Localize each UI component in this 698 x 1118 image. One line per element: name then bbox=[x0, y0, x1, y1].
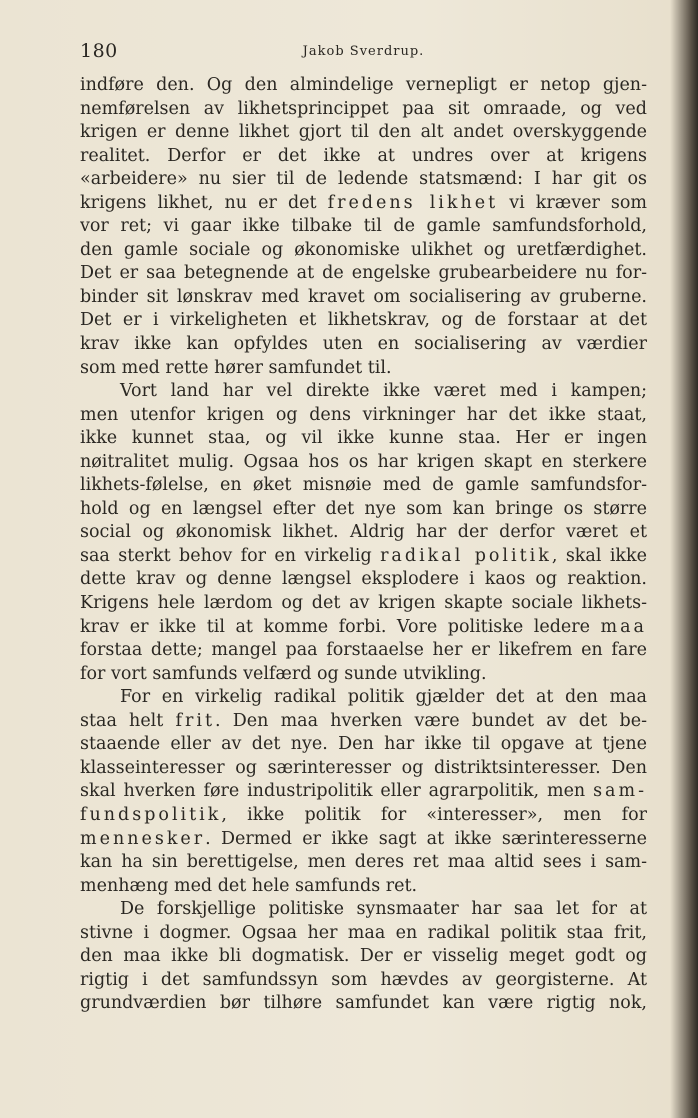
text-line bbox=[80, 215, 647, 239]
text-segment: for vort samfunds velfærd og sunde utvikling. bbox=[80, 663, 487, 684]
text-line bbox=[80, 969, 647, 993]
spaced-emphasis: mennesker bbox=[80, 828, 206, 849]
text-segment: krav ikke kan opfyldes uten en socialisering av værdier bbox=[80, 334, 647, 355]
body-text bbox=[80, 74, 647, 1016]
spaced-emphasis: fredens likhet bbox=[327, 192, 499, 213]
spaced-emphasis: maa bbox=[600, 616, 647, 637]
text-segment: hold og en længsel efter det nye som kan bringe os større bbox=[80, 498, 647, 519]
text-line bbox=[80, 828, 647, 852]
text-segment: De forskjellige politiske synsmaater har saa let for at bbox=[120, 899, 647, 920]
text-line bbox=[80, 568, 647, 592]
text-segment: krav er ikke til at komme forbi. Vore politiske ledere bbox=[80, 616, 601, 637]
page-number: 180 bbox=[80, 40, 118, 62]
text-line bbox=[80, 521, 647, 545]
text-segment: skal hverken føre industripolitik eller agrarpolitik, men bbox=[80, 781, 594, 802]
text-line bbox=[80, 262, 647, 286]
text-line bbox=[80, 804, 647, 828]
text-segment: saa sterkt behov for en virkelig bbox=[80, 545, 381, 566]
text-line bbox=[80, 145, 647, 169]
text-line bbox=[80, 98, 647, 122]
text-line bbox=[80, 474, 647, 498]
text-line bbox=[80, 545, 647, 569]
text-line bbox=[80, 121, 647, 145]
text-line bbox=[80, 733, 647, 757]
text-line bbox=[80, 451, 647, 475]
text-segment: menhæng med det hele samfunds ret. bbox=[80, 875, 418, 896]
text-segment: staa helt bbox=[80, 710, 176, 731]
text-segment: «arbeidere» nu sier til de ledende statsmænd: I har git os bbox=[80, 169, 647, 190]
text-segment: likhets-følelse, en øket misnøie med de gamle samfundsfor- bbox=[80, 475, 647, 496]
text-line bbox=[80, 192, 647, 216]
page-header bbox=[80, 40, 647, 64]
text-segment: , skal ikke bbox=[551, 545, 647, 566]
text-segment: , ikke politik for «interesser», men for bbox=[221, 804, 647, 825]
text-line bbox=[80, 851, 647, 875]
text-segment: ikke kunnet staa, og vil ikke kunne staa. Her er ingen bbox=[80, 428, 647, 449]
text-segment: realitet. Derfor er det ikke at undres over at krigens bbox=[80, 145, 647, 166]
text-line bbox=[80, 875, 647, 899]
text-segment: klasseinteresser og særinteresser og distriktsinteresser. Den bbox=[80, 757, 647, 778]
text-segment: grundværdien bør tilhøre samfundet kan være rigtig nok, bbox=[80, 993, 647, 1014]
text-segment: binder sit lønskrav med kravet om socialisering av gruberne. bbox=[80, 286, 647, 307]
text-line bbox=[80, 74, 647, 98]
text-line bbox=[80, 710, 647, 734]
text-segment: kan ha sin berettigelse, men deres ret maa altid sees i sam- bbox=[80, 852, 647, 873]
text-segment: rigtig i det samfundssyn som hævdes av georgisterne. At bbox=[80, 969, 647, 990]
text-segment: . Dermed er ikke sagt at ikke særinteresserne bbox=[205, 828, 647, 849]
text-line bbox=[80, 498, 647, 522]
text-segment: dette krav og denne længsel eksplodere i kaos og reaktion. bbox=[80, 569, 647, 590]
text-line bbox=[80, 663, 647, 687]
text-segment: krigens likhet, nu er det bbox=[80, 192, 328, 213]
text-segment: social og økonomisk likhet. Aldrig har der derfor været et bbox=[80, 522, 647, 543]
text-segment: indføre den. Og den almindelige vernepligt er netop gjen- bbox=[80, 75, 647, 95]
text-line bbox=[80, 780, 647, 804]
text-segment: den maa ikke bli dogmatisk. Der er visselig meget godt og bbox=[80, 946, 647, 967]
text-segment: Vort land har vel direkte ikke været med i kampen; bbox=[120, 381, 647, 402]
text-segment: som med rette hører samfundet til. bbox=[80, 357, 392, 378]
text-line bbox=[80, 404, 647, 428]
text-line bbox=[80, 686, 647, 710]
text-line bbox=[80, 616, 647, 640]
text-segment: For en virkelig radikal politik gjælder det at den maa bbox=[120, 687, 647, 708]
text-segment: nøitralitet mulig. Ogsaa hos os har krigen skapt en sterkere bbox=[80, 451, 647, 472]
text-segment: vi kræver som bbox=[498, 192, 647, 213]
text-line bbox=[80, 592, 647, 616]
text-line bbox=[80, 168, 647, 192]
text-segment: stivne i dogmer. Ogsaa her maa en radikal politik staa frit, bbox=[80, 922, 647, 943]
spaced-emphasis: sam- bbox=[593, 781, 647, 802]
text-segment: staaende eller av det nye. Den har ikke til opgave at tjene bbox=[80, 734, 647, 755]
text-line bbox=[80, 992, 647, 1016]
running-title: Jakob Sverdrup. bbox=[302, 44, 425, 59]
text-line bbox=[80, 333, 647, 357]
text-line bbox=[80, 286, 647, 310]
text-line bbox=[80, 427, 647, 451]
text-segment: den gamle sociale og økonomiske ulikhet og uretfærdighet. bbox=[80, 239, 647, 260]
spaced-emphasis: frit bbox=[175, 710, 215, 731]
text-segment: men utenfor krigen og dens virkninger har det ikke staat, bbox=[80, 404, 647, 425]
text-segment: Det er i virkeligheten et likhetskrav, og de forstaar at det bbox=[80, 310, 647, 331]
spaced-emphasis: radikal politik bbox=[380, 545, 552, 566]
text-segment: Krigens hele lærdom og det av krigen skapte sociale likhets- bbox=[80, 593, 647, 614]
text-line bbox=[80, 922, 647, 946]
text-line bbox=[80, 239, 647, 263]
text-line bbox=[80, 757, 647, 781]
text-segment: . Den maa hverken være bundet av det be- bbox=[214, 710, 647, 731]
text-segment: forstaa dette; mangel paa forstaaelse her er likefrem en fare bbox=[80, 640, 647, 661]
text-segment: nemførelsen av likhetsprincippet paa sit omraade, og ved bbox=[80, 98, 647, 119]
text-line bbox=[80, 309, 647, 333]
text-segment: Det er saa betegnende at de engelske grubearbeidere nu for- bbox=[80, 263, 647, 284]
text-line bbox=[80, 357, 647, 381]
text-segment: krigen er denne likhet gjort til den alt andet overskyggende bbox=[80, 122, 647, 143]
text-segment: vor ret; vi gaar ikke tilbake til de gamle samfundsforhold, bbox=[80, 216, 647, 237]
text-line bbox=[80, 639, 647, 663]
text-line bbox=[80, 945, 647, 969]
text-line bbox=[80, 380, 647, 404]
text-line bbox=[80, 898, 647, 922]
spaced-emphasis: fundspolitik bbox=[80, 804, 222, 825]
